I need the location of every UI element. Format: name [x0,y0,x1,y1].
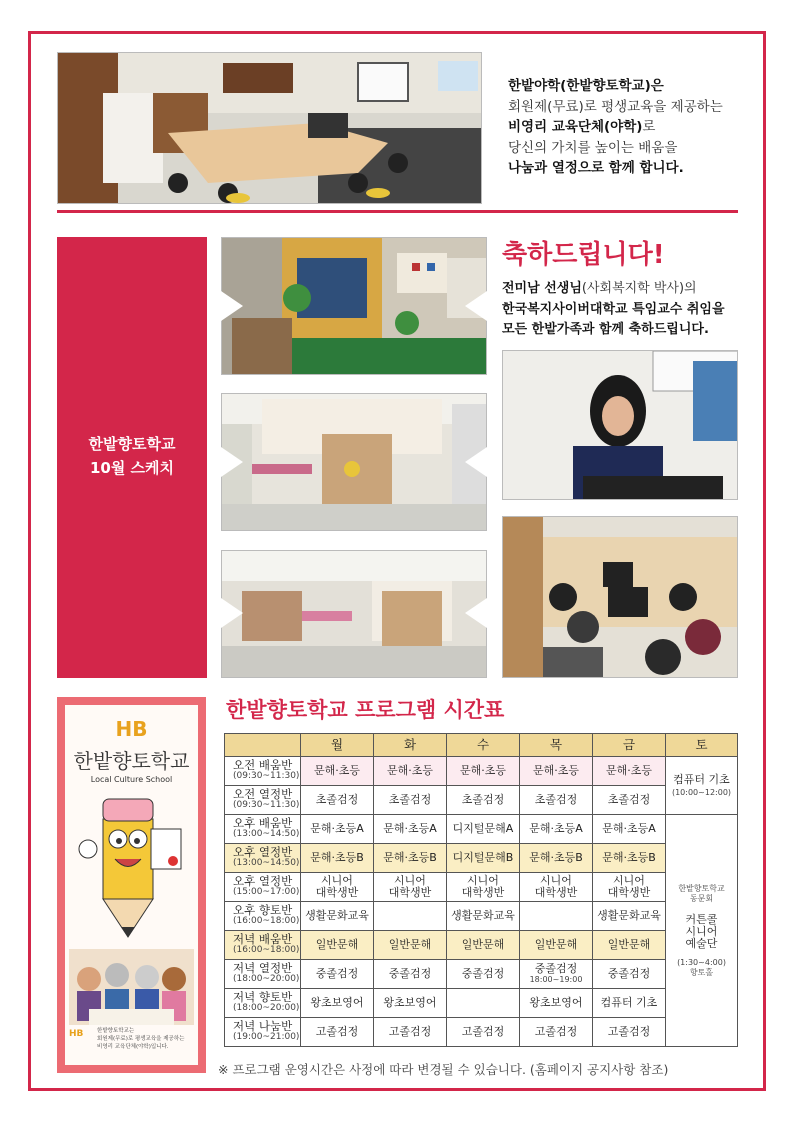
sketch-title-panel [57,237,207,678]
class-cell: 시니어 대학생반 [593,873,666,902]
class-cell: 문해·초등 [520,757,593,786]
class-label: 저녁 열정반 (18:00~20:00) [225,960,301,989]
photo-2-right-arrow [465,447,487,477]
schedule-note: ※ 프로그램 운영시간은 사정에 따라 변경될 수 있습니다. (홈페이지 공지사항 참조) [218,1062,669,1077]
sketch-title-line1: 한밭향토학교 [88,435,176,453]
timetable-row [225,873,738,902]
class-cell: 컴퓨터 기초 [593,989,666,1018]
class-cell: 중졸검정 18:00~19:00 [520,960,593,989]
sketch-photo-3 [221,550,487,678]
students-illustration [69,949,194,1025]
class-cell: 왕초보영어 [520,989,593,1018]
class-cell: 중졸검정 [374,960,447,989]
class-cell: 문해·초등 [374,757,447,786]
class-cell: 초졸검정 [301,786,374,815]
class-cell: 고졸검정 [447,1018,520,1047]
class-cell: 문해·초등B [301,844,374,873]
class-cell: 문해·초등A [520,815,593,844]
timetable-row [225,757,738,786]
day-header: 토 [666,734,738,757]
class-cell: 시니어 대학생반 [301,873,374,902]
timetable-row [225,844,738,873]
class-cell: 초졸검정 [447,786,520,815]
class-cell: 문해·초등A [593,815,666,844]
class-cell: 고졸검정 [301,1018,374,1047]
timetable-row [225,960,738,989]
poster-school-name: 한밭향토학교 [73,749,190,773]
program-timetable [224,733,738,1047]
class-cell: 생활문화교육 [301,902,374,931]
class-cell: 디지털문해A [447,815,520,844]
class-cell: 문해·초등 [301,757,374,786]
day-header: 화 [374,734,447,757]
class-label: 오후 열정반 (13:00~14:50) [225,844,301,873]
sketch-title-line2: 10월 스케치 [89,459,175,477]
class-cell: 초졸검정 [520,786,593,815]
photo-1-right-arrow [465,291,487,321]
class-label: 저녁 향토반 (18:00~20:00) [225,989,301,1018]
class-cell: 일반문해 [447,931,520,960]
day-header: 월 [301,734,374,757]
class-label: 오후 열정반 (15:00~17:00) [225,873,301,902]
poster-english-name: Local Culture School [90,775,173,784]
congrats-title: 축하드립니다! [502,240,665,270]
class-cell: 문해·초등 [447,757,520,786]
class-cell: 일반문해 [520,931,593,960]
class-label: 오후 향토반 (16:00~18:00) [225,902,301,931]
photo-2-left-arrow [221,447,243,477]
class-cell: 초졸검정 [374,786,447,815]
saturday-club-cell: 한밭향토학교 동문회 커튼콜 시니어 예술단 (1:30~4:00) 향토홀 [666,815,738,1047]
congrats-text: 전미남 선생님(사회복지학 박사)의 한국복지사이버대학교 특임교수 취임을 모든 한밭가족과 함께 축하드립니다. [502,281,725,337]
class-cell: 디지털문해B [447,844,520,873]
poster-small-logo: HB [69,1029,84,1039]
class-cell: 일반문해 [301,931,374,960]
class-cell: 고졸검정 [520,1018,593,1047]
photo-3-left-arrow [221,598,243,628]
class-cell: 문해·초등A [374,815,447,844]
class-cell: 고졸검정 [593,1018,666,1047]
class-cell: 문해·초등 [593,757,666,786]
class-cell: 일반문해 [374,931,447,960]
class-cell: 중졸검정 [593,960,666,989]
sketch-photo-1 [221,237,487,375]
timetable-row [225,1018,738,1047]
class-label: 오후 배움반 (13:00~14:50) [225,815,301,844]
class-cell: 시니어 대학생반 [374,873,447,902]
class-cell: 왕초보영어 [301,989,374,1018]
photo-1-left-arrow [221,291,243,321]
teacher-photo [502,350,738,500]
classroom-photo [57,52,482,204]
timetable-header [225,734,738,757]
class-cell: 시니어 대학생반 [520,873,593,902]
sketch-photo-2 [221,393,487,531]
timetable-row [225,989,738,1018]
class-cell [520,902,593,931]
class-photo [502,516,738,678]
pencil-mascot-illustration [73,789,193,939]
program-title: 한밭향토학교 프로그램 시간표 [226,698,505,722]
class-label: 오전 배움반 (09:30~11:30) [225,757,301,786]
class-cell: 왕초보영어 [374,989,447,1018]
class-cell: 시니어 대학생반 [447,873,520,902]
class-cell: 중졸검정 [301,960,374,989]
header-blank [225,734,301,757]
class-cell [447,989,520,1018]
class-cell: 고졸검정 [374,1018,447,1047]
poster-logo: HB [115,717,148,741]
class-cell: 문해·초등B [520,844,593,873]
timetable-row [225,815,738,844]
class-label: 저녁 나눔반 (19:00~21:00) [225,1018,301,1047]
day-header: 금 [593,734,666,757]
timetable-row [225,786,738,815]
timetable-row [225,931,738,960]
class-cell: 생활문화교육 [593,902,666,931]
timetable-row [225,902,738,931]
photo-3-right-arrow [465,598,487,628]
poster-caption: 한밭향토학교는 회원제(무료)로 평생교육을 제공하는 비영리 교육단체(야학)입니다. [97,1028,185,1050]
class-cell: 문해·초등B [374,844,447,873]
class-cell: 일반문해 [593,931,666,960]
class-cell: 문해·초등B [593,844,666,873]
intro-text: 한밭야학(한밭향토학교)은 회원제(무료)로 평생교육을 제공하는 비영리 교육단체(야학)로 당신의 가치를 높이는 배움을 나눔과 열정으로 함께 합니다. [508,78,723,176]
class-cell: 문해·초등A [301,815,374,844]
section-divider [57,210,738,213]
class-cell: 초졸검정 [593,786,666,815]
class-cell: 생활문화교육 [447,902,520,931]
class-cell: 중졸검정 [447,960,520,989]
day-header: 수 [447,734,520,757]
saturday-computer-cell: 컴퓨터 기초 (10:00~12:00) [666,757,738,815]
class-label: 저녁 배움반 (16:00~18:00) [225,931,301,960]
class-cell [374,902,447,931]
day-header: 목 [520,734,593,757]
class-label: 오전 열정반 (09:30~11:30) [225,786,301,815]
school-poster [57,697,206,1073]
